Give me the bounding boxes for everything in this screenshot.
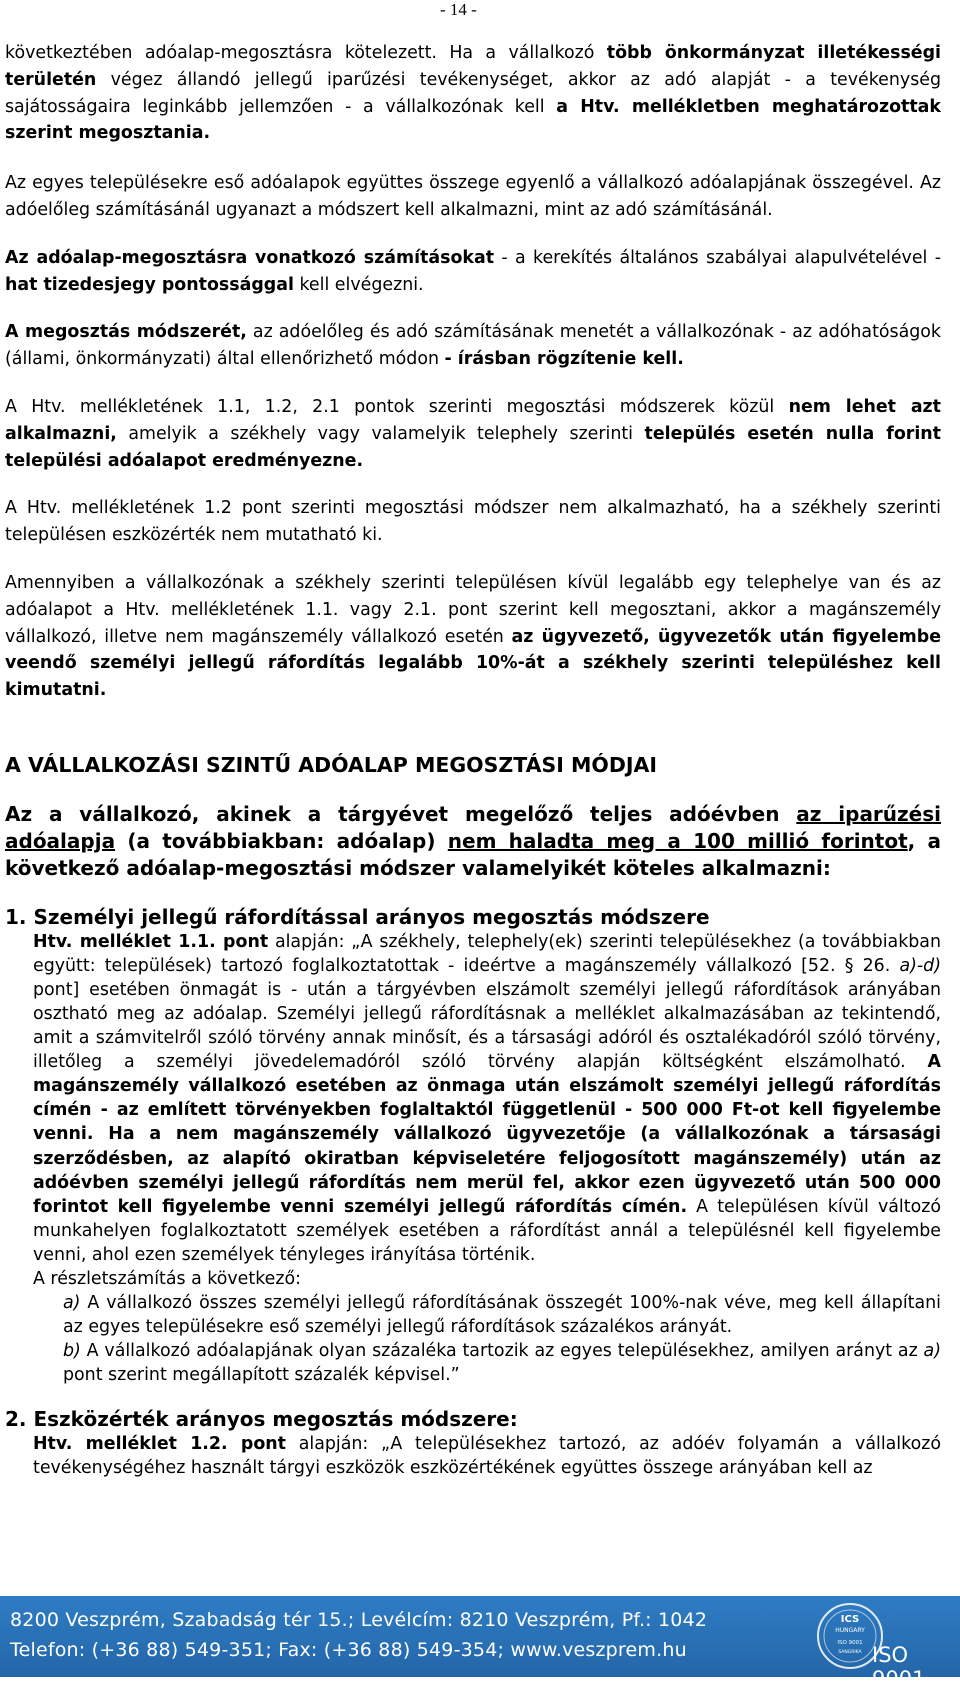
iso-label: ISO 9001 [872, 1643, 926, 1691]
paragraph-7 [5, 570, 941, 704]
italic-text: a)-d) [899, 955, 941, 976]
text: A vállalkozó összes személyi jellegű ráfordításának összegét 100%-nak véve, meg kell állapítani az egyes településekre eső személyi jellegű ráfordítások százalékos arányát. [63, 1293, 941, 1338]
bold-text: - írásban rögzítenie kell. [444, 349, 684, 370]
text: következtében adóalap-megosztásra kötelezett. Ha a vállalkozó [5, 43, 607, 63]
paragraph-2: Az egyes településekre eső adóalapok együttes összege egyenlő a vállalkozó adóalapjának összegével. Az adóelőleg számításánál ugyanazt a módszert kell alkalmazni, mint az adó számításánál. [5, 173, 941, 220]
footer-contact: Telefon: (+36 88) 549-351; Fax: (+36 88) 549-354; www.veszprem.hu [10, 1639, 687, 1661]
calc-item-b [33, 1339, 941, 1387]
method-2-text [33, 1432, 941, 1480]
bold-text: a Htv. mellékletben meghatározottak szerint megosztania. [5, 96, 941, 144]
section-heading: A VÁLLALKOZÁSI SZINTŰ ADÓALAP MEGOSZTÁSI MÓDJAI [5, 752, 657, 777]
paragraph-5 [5, 394, 941, 474]
bold-text: nem lehet azt alkalmazni, [5, 396, 941, 444]
calc-label: A részletszámítás a következő: [33, 1269, 301, 1290]
bold-text: Az adóalap-megosztásra vonatkozó számításokat [5, 247, 495, 268]
intro-paragraph [5, 801, 941, 882]
text: A Htv. mellékletének 1.1, 1.2, 2.1 pontok szerinti megosztási módszerek közül [5, 396, 789, 417]
page-footer [0, 1596, 960, 1691]
text: (a továbbiakban: adóalap) [115, 828, 448, 853]
bold-text: több önkormányzat illetékességi területén [5, 43, 941, 90]
method-1-text [33, 930, 941, 1267]
method-2-body [5, 1432, 941, 1480]
text: - a kerekítés általános szabályai alapulvételével - [494, 247, 941, 268]
underlined-text: az iparűzési adóalapja [5, 801, 942, 853]
text: végez állandó jellegű iparűzési tevékenységet, akkor az adó alapját - a tevékenység sajátosságaira leginkább jellemzően - a vállalkozónak kell [5, 69, 941, 117]
text: alapján: „A településekhez tartozó, az adóév folyamán a vállalkozó tevékenységéhez használt tárgyi eszközök eszközértékének együttes összege arányában kell az [33, 1433, 941, 1478]
svg-text:SANGRIKA: SANGRIKA [838, 1650, 862, 1655]
method-1-title: 1. Személyi jellegű ráfordítással arányos megosztás módszere [5, 904, 710, 929]
text: alapján: „A székhely, telephely(ek) szerinti településekhez (a továbbiakban együtt: települések) tartozó foglalkoztatottak - ideértve a magánszemély vállalkozó [52. § 26. [33, 931, 941, 976]
text: , a következő adóalap-megosztási módszer valamelyikét köteles alkalmazni: [5, 828, 942, 880]
bold-text: A magánszemély vállalkozó esetében az önmaga után elszámolt személyi jellegű ráfordítás címén - az említett törvényekben foglaltaktól függetlenül - 500 000 Ft-ot kell figyelembe venni. Ha a nem magánszemély vállalkozó ügyvezetője (a vállalkozónak a társasági szerződésben, az alapító okiratban képviseletére feljogosított magánszemély) után az adóévben személyi jellegű ráfordítás nem merül fel, akkor ezen ügyvezető után 500 000 forintot kell figyelembe venni személyi jellegű ráfordítás címén. [33, 1052, 941, 1217]
method-2-title: 2. Eszközérték arányos megosztás módszere: [5, 1406, 518, 1431]
law-reference: Htv. melléklet 1.2. pont [33, 1433, 286, 1454]
footer-address: 8200 Veszprém, Szabadság tér 15.; Levélcím: 8210 Veszprém, Pf.: 1042 [10, 1609, 708, 1631]
text: Amennyiben a vállalkozónak a székhely szerinti településen kívül legalább egy telephelye van és az adóalapot a Htv. mellékletének 1.1. vagy 2.1. pont szerint kell megosztani, akkor a magánszemély vállalkozó, illetve nem magánszemély vállalkozó esetén [5, 572, 941, 647]
page-number: - 14 - [440, 0, 477, 19]
text: amelyik a székhely vagy valamelyik telephely szerinti [116, 423, 645, 444]
calc-item-a [33, 1291, 941, 1339]
bold-text: hat tizedesjegy pontossággal [5, 274, 294, 295]
bold-text: település esetén nulla forint települési adóalapot eredményezne. [5, 423, 941, 471]
text: pont szerint megállapított százalék képvisel.” [63, 1365, 460, 1386]
paragraph-1 [5, 40, 941, 147]
item-label: b) [63, 1341, 81, 1362]
method-1-body [5, 930, 941, 1388]
bold-text: A megosztás módszerét, [5, 322, 247, 343]
svg-text:ICS: ICS [840, 1614, 860, 1625]
item-label: a) [63, 1293, 81, 1314]
italic-text: a) [923, 1341, 941, 1362]
text: pont] esetében önmagát is - után a tárgyévben elszámolt személyi jellegű ráfordítások arányában osztható meg az adóalap. Személyi jellegű ráfordításnak a melléklet alkalmazásában az tekintendő, amit a számvitelről szóló törvény annak minősít, és a társasági adóról és osztalékadóról szóló törvény, illetőleg a személyi jövedelemadóról szóló törvény alapján költségként elszámolható. [33, 979, 941, 1073]
text: A településen kívül változó munkahelyen foglalkoztatott személyek esetében a ráfordítást annál a településnél kell figyelembe venni, ahol ezen személyek tényleges irányítása történik. [33, 1196, 941, 1265]
paragraph-6: A Htv. mellékletének 1.2 pont szerinti megosztási módszer nem alkalmazható, ha a székhely szerinti településen eszközérték nem mutatható ki. [5, 498, 941, 546]
svg-text:ISO 9001: ISO 9001 [837, 1640, 863, 1646]
paragraph-4 [5, 319, 941, 373]
underlined-text: nem haladta meg a 100 millió forintot [447, 828, 908, 853]
bold-text: az ügyvezető, ügyvezetők után figyelembe veendő személyi jellegű ráfordítás legalább 10%-át a székhely szerinti településhez kell kimutatni. [5, 626, 942, 701]
text: kell elvégezni. [293, 274, 424, 295]
law-reference: Htv. melléklet 1.1. pont [33, 931, 269, 952]
paragraph-3 [5, 245, 941, 299]
text: az adóelőleg és adó számításának menetét a vállalkozónak - az adóhatóságok (állami, önkormányzati) által ellenőrizhető módon [5, 322, 942, 370]
document-body [5, 40, 941, 1480]
svg-text:HUNGARY: HUNGARY [835, 1627, 865, 1634]
text: A vállalkozó adóalapjának olyan százaléka tartozik az egyes településekhez, amilyen arányt az [80, 1341, 924, 1362]
text: Az a vállalkozó, akinek a tárgyévet megelőző teljes adóévben [5, 801, 797, 826]
